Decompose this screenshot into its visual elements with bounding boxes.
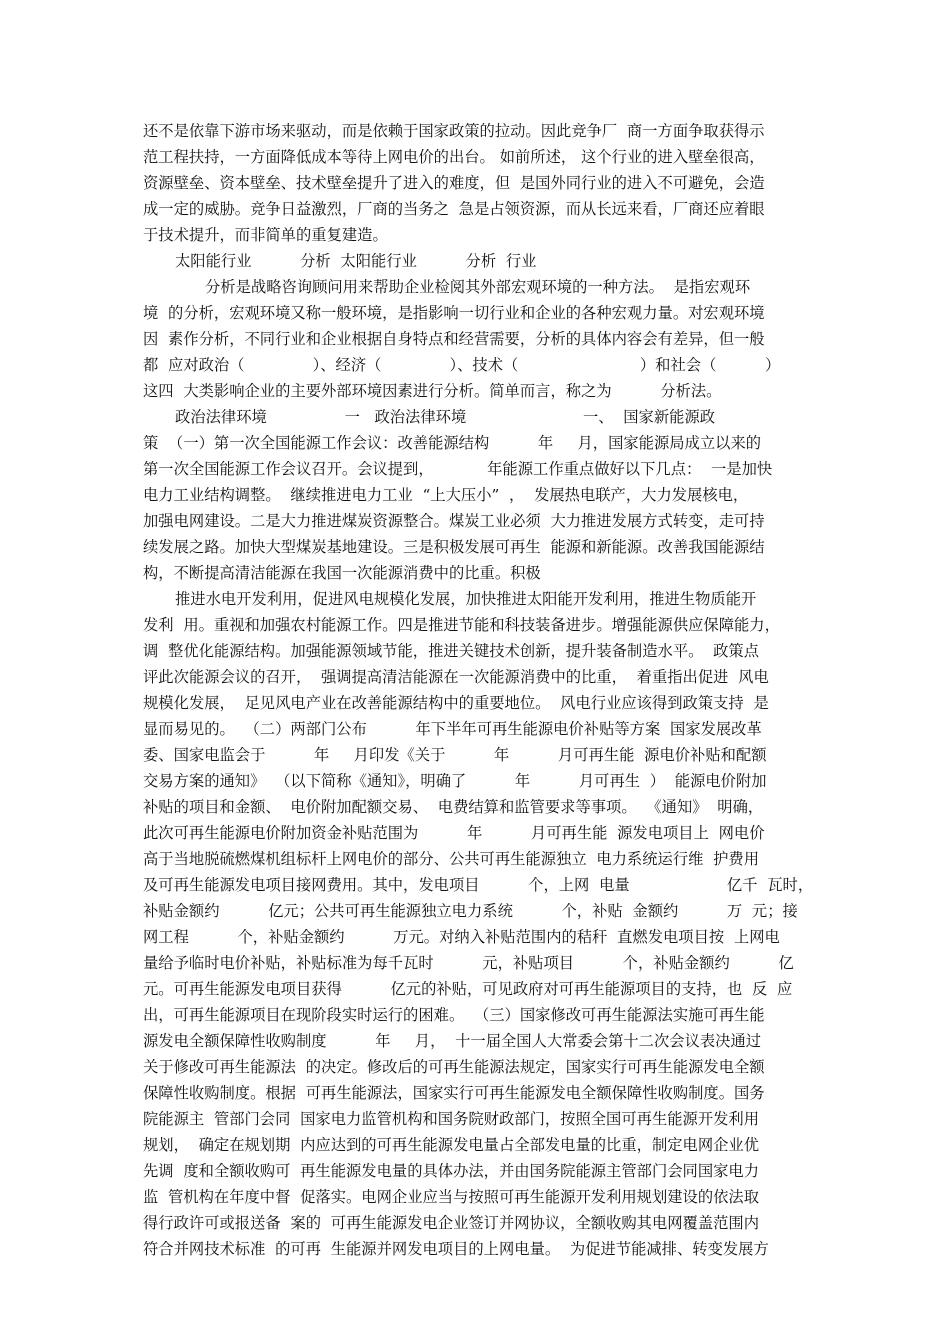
text-line: 发利 用。重视和加强农村能源工作。四是推进节能和科技装备进步。增强能源供应保障能力， — [143, 616, 780, 634]
text-line: 都 应对政治（ ）、经济（ ）、技术（ ）和社会（ ） — [143, 356, 781, 374]
text-line: 补贴的项目和金额、 电价附加配额交易、 电费结算和监管要求等事项。 《通知》 明确， — [143, 798, 764, 816]
text-line: 此次可再生能源电价附加资金补贴范围为 年 月可再生能 源发电项目上 网电价 — [143, 824, 765, 842]
text-line: 出，可再生能源项目在现阶段实时运行的困难。 （三）国家修改可再生能源法实施可再生能 — [143, 1006, 765, 1024]
text-line: 加强电网建设。二是大力推进煤炭资源整合。煤炭工业必须 大力推进发展方式转变，走可持 — [143, 512, 765, 530]
text-line: 续发展之路。加快大型煤炭基地建设。三是积极发展可再生 能源和新能源。改善我国能源结 — [143, 538, 765, 556]
text-line: 保障性收购制度。根据 可再生能源法，国家实行可再生能源发电全额保障性收购制度。国务 — [143, 1084, 765, 1102]
text-line: 成一定的威胁。竞争日益激烈，厂商的当务之 急是占领资源，而从长远来看，厂商还应着眼 — [143, 200, 765, 218]
text-line: 构，不断提高清洁能源在我国一次能源消费中的比重。积极 — [143, 564, 541, 582]
text-line: 于技术提升，而非简单的重复建造。 — [143, 226, 388, 244]
text-line: 资源壁垒、资本壁垒、技术壁垒提升了进入的难度，但 是国外同行业的进入不可避免，会造 — [143, 174, 765, 192]
text-line: 院能源主 管部门会同 国家电力监管机构和国务院财政部门，按照全国可再生能源开发利用 — [143, 1110, 760, 1128]
text-line: 规模化发展， 足见风电产业在改善能源结构中的重要地位。 风电行业应该得到政策支持 是 — [143, 694, 769, 712]
text-line: 交易方案的通知》 （以下简称《通知》，明确了 年 月可再生 ） 能源电价附加 — [143, 772, 767, 790]
text-line: 网工程 个，补贴金额约 万元。对纳入补贴范围内的秸秆 直燃发电项目按 上网电 — [143, 928, 780, 946]
text-line: 电力工业结构调整。 继续推进电力工业 “上大压小” ， 发展热电联产，大力发展核电， — [143, 486, 749, 504]
text-line: 这四 大类影响企业的主要外部环境因素进行分析。简单而言，称之为 分析法。 — [143, 382, 722, 400]
text-line: 关于修改可再生能源法 的决定。修改后的可再生能源法规定，国家实行可再生能源发电全额 — [143, 1058, 765, 1076]
document-page — [143, 118, 813, 1318]
text-line: 量给予临时电价补贴，补贴标准为每千瓦时 元，补贴项目 个，补贴金额约 亿 — [143, 954, 794, 972]
section-heading-line: 太阳能行业 分析 太阳能行业 分析 行业 — [175, 252, 537, 270]
text-line: 推进水电开发利用，促进风电规模化发展，加快推进太阳能开发利用，推进生物质能开 — [175, 590, 757, 608]
text-line: 范工程扶持，一方面降低成本等待上网电价的出台。 如前所述， 这个行业的进入壁垒很高， — [143, 148, 765, 166]
text-line: 评此次能源会议的召开， 强调提高清洁能源在一次能源消费中的比重， 着重指出促进 风电 — [143, 668, 769, 686]
text-line: 监 管机构在年度中督 促落实。电网企业应当与按照可再生能源开发利用规划建设的依法取 — [143, 1188, 760, 1206]
section-heading-line: 政治法律环境 一 政治法律环境 一、 国家新能源政 — [175, 408, 716, 426]
text-line: 分析是战略咨询顾问用来帮助企业检阅其外部宏观环境的一种方法。 是指宏观环 — [205, 278, 751, 296]
text-line: 元。可再生能源发电项目获得 亿元的补贴，可见政府对可再生能源项目的支持，也 反 应 — [143, 980, 793, 998]
text-line: 调 整优化能源结构。加强能源领域节能，推进关键技术创新，提升装备制造水平。 政策点 — [143, 642, 760, 660]
text-line: 显而易见的。 （二）两部门公布 年下半年可再生能源电价补贴等方案 国家发展改革 — [143, 720, 762, 738]
text-line: 得行政许可或报送备 案的 可再生能源发电企业签订并网协议，全额收购其电网覆盖范围内 — [143, 1214, 760, 1232]
text-line: 还不是依靠下游市场来驱动，而是依赖于国家政策的拉动。因此竞争厂 商一方面争取获得示 — [143, 122, 765, 140]
text-line: 策 （一）第一次全国能源工作会议：改善能源结构 年 月，国家能源局成立以来的 — [143, 434, 762, 452]
text-line: 委、国家电监会于 年 月印发《关于 年 月可再生能 源电价补贴和配额 — [143, 746, 767, 764]
text-line: 及可再生能源发电项目接网费用。其中，发电项目 个，上网 电量 亿千 瓦时， — [143, 876, 813, 894]
text-line: 第一次全国能源工作会议召开。会议提到， 年能源工作重点做好以下几点： 一是加快 — [143, 460, 773, 478]
text-line: 规划， 确定在规划期 内应达到的可再生能源发电量占全部发电量的比重，制定电网企业优 — [143, 1136, 760, 1154]
text-line: 先调 度和全额收购可 再生能源发电量的具体办法，并由国务院能源主管部门会同国家电力 — [143, 1162, 760, 1180]
text-line: 补贴金额约 亿元；公共可再生能源独立电力系统 个，补贴 金额约 万 元；接 — [143, 902, 798, 920]
text-line: 源发电全额保障性收购制度 年 月， 十一届全国人大常委会第十二次会议表决通过 — [143, 1032, 762, 1050]
text-line: 符合并网技术标准 的可再 生能源并网发电项目的上网电量。 为促进节能减排、转变发展方 — [143, 1240, 769, 1258]
text-line: 因 素作分析，不同行业和企业根据自身特点和经营需要，分析的具体内容会有差异，但一般 — [143, 330, 765, 348]
text-line: 境 的分析，宏观环境又称一般环境，是指影响一切行业和企业的各种宏观力量。对宏观环境 — [143, 304, 765, 322]
text-line: 高于当地脱硫燃煤机组标杆上网电价的部分、公共可再生能源独立 电力系统运行维 护费用 — [143, 850, 760, 868]
